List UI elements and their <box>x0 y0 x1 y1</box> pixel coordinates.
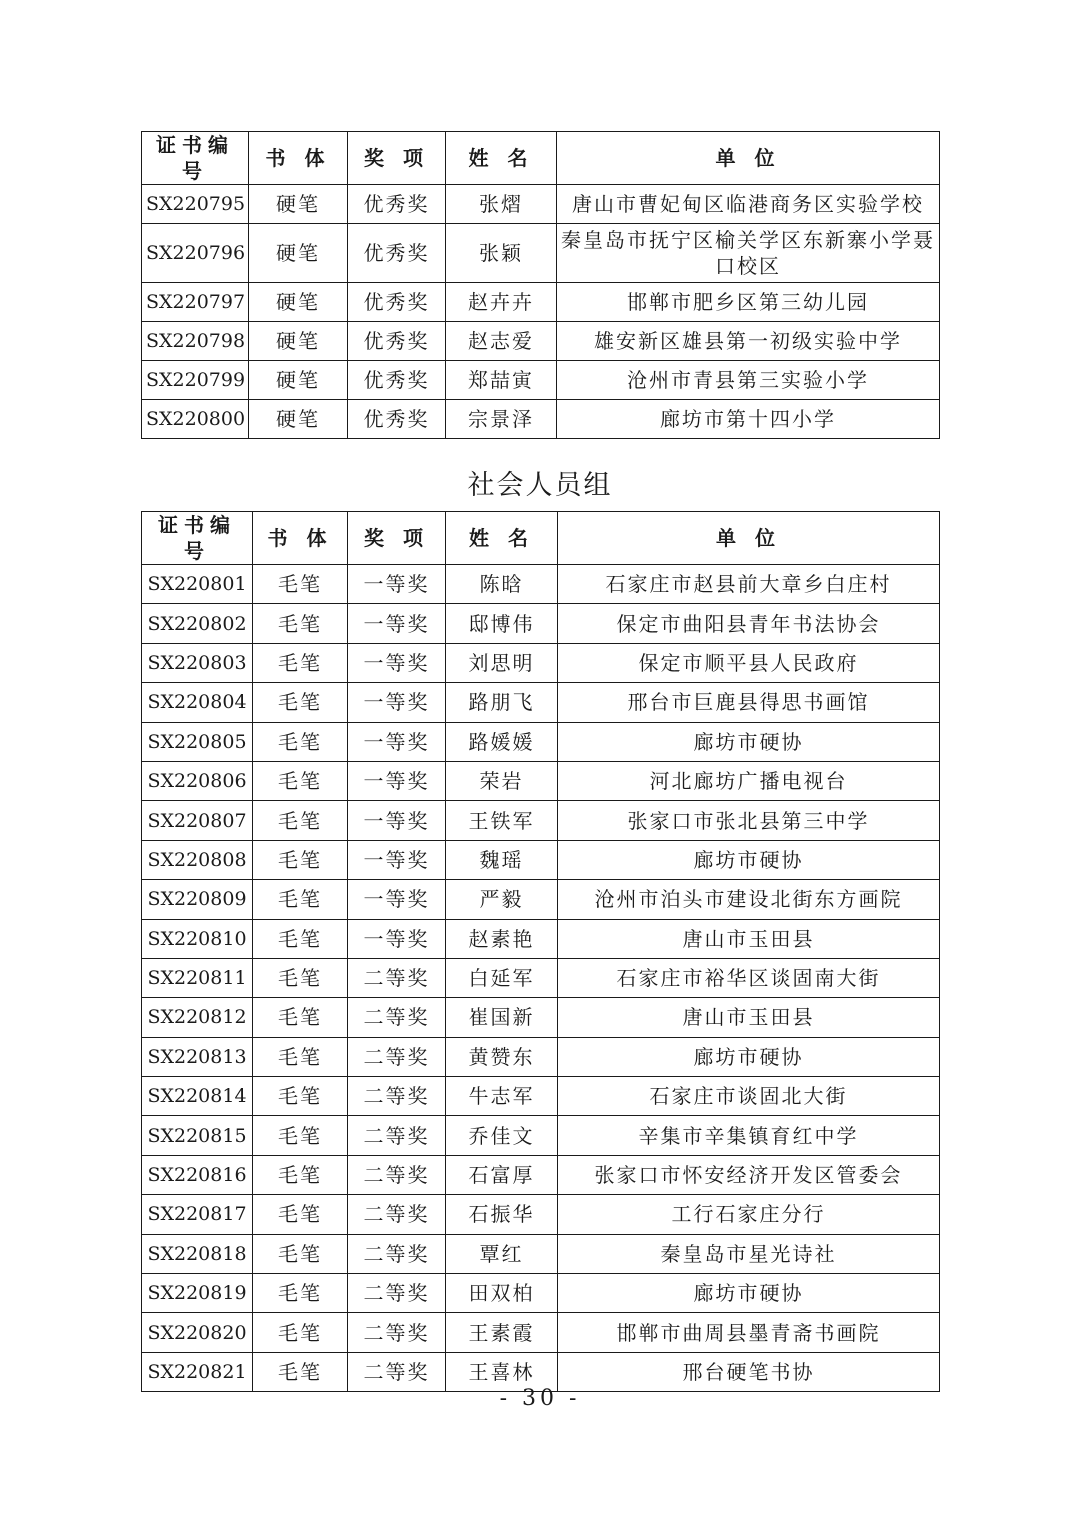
cell-script-type: 毛笔 <box>253 683 348 722</box>
cell-organization: 唐山市玉田县 <box>558 919 940 958</box>
cell-organization: 石家庄市裕华区谈固南大街 <box>558 958 940 997</box>
cell-script-type: 毛笔 <box>253 958 348 997</box>
table-row <box>142 722 940 761</box>
cell-award: 二等奖 <box>348 1234 446 1273</box>
cell-script-type: 毛笔 <box>253 1116 348 1155</box>
header-organization: 单 位 <box>558 512 940 565</box>
cell-script-type: 毛笔 <box>253 1155 348 1194</box>
table-row <box>142 185 940 224</box>
table-header-row <box>142 512 940 565</box>
cell-cert-number: SX220810 <box>142 919 253 958</box>
cell-award: 二等奖 <box>348 1274 446 1313</box>
table-row <box>142 998 940 1037</box>
cell-cert-number: SX220807 <box>142 801 253 840</box>
cell-script-type: 毛笔 <box>253 880 348 919</box>
page-number: - 30 - <box>499 1386 581 1411</box>
cell-name: 田双柏 <box>446 1274 558 1313</box>
cell-name: 严毅 <box>446 880 558 919</box>
cell-name: 宗景泽 <box>446 400 557 439</box>
table-row <box>142 400 940 439</box>
cell-script-type: 毛笔 <box>253 998 348 1037</box>
cell-name: 牛志军 <box>446 1077 558 1116</box>
cell-organization: 沧州市青县第三实验小学 <box>557 361 940 400</box>
cell-organization: 雄安新区雄县第一初级实验中学 <box>557 322 940 361</box>
cell-award: 一等奖 <box>348 722 446 761</box>
header-name: 姓 名 <box>446 512 558 565</box>
table-row <box>142 1234 940 1273</box>
cell-organization: 邯郸市曲周县墨青斋书画院 <box>558 1313 940 1352</box>
cell-award: 二等奖 <box>348 1077 446 1116</box>
cell-award: 二等奖 <box>348 998 446 1037</box>
cell-script-type: 毛笔 <box>253 1313 348 1352</box>
cell-script-type: 硬笔 <box>249 361 348 400</box>
cell-script-type: 毛笔 <box>253 722 348 761</box>
cell-organization: 廊坊市第十四小学 <box>557 400 940 439</box>
cell-script-type: 硬笔 <box>249 322 348 361</box>
table-row <box>142 840 940 879</box>
cell-organization: 廊坊市硬协 <box>558 1274 940 1313</box>
cell-cert-number: SX220821 <box>142 1352 253 1391</box>
cell-award: 一等奖 <box>348 683 446 722</box>
cell-name: 崔国新 <box>446 998 558 1037</box>
award-table-public <box>141 511 940 1392</box>
cell-script-type: 毛笔 <box>253 761 348 800</box>
cell-script-type: 硬笔 <box>249 400 348 439</box>
header-organization: 单 位 <box>557 132 940 185</box>
cell-award: 一等奖 <box>348 919 446 958</box>
cell-script-type: 毛笔 <box>253 604 348 643</box>
cell-cert-number: SX220811 <box>142 958 253 997</box>
table-row <box>142 919 940 958</box>
cell-cert-number: SX220809 <box>142 880 253 919</box>
cell-award: 二等奖 <box>348 1313 446 1352</box>
header-script-type: 书 体 <box>249 132 348 185</box>
cell-cert-number: SX220818 <box>142 1234 253 1273</box>
cell-name: 黄赞东 <box>446 1037 558 1076</box>
cell-organization: 辛集市辛集镇育红中学 <box>558 1116 940 1155</box>
table-row <box>142 801 940 840</box>
table-row <box>142 604 940 643</box>
table-row <box>142 1077 940 1116</box>
table-row <box>142 761 940 800</box>
cell-award: 一等奖 <box>348 801 446 840</box>
cell-name: 赵卉卉 <box>446 283 557 322</box>
cell-script-type: 硬笔 <box>249 283 348 322</box>
cell-award: 一等奖 <box>348 565 446 604</box>
table-row <box>142 1155 940 1194</box>
cell-name: 张颖 <box>446 224 557 283</box>
cell-cert-number: SX220801 <box>142 565 253 604</box>
cell-script-type: 毛笔 <box>253 801 348 840</box>
cell-name: 乔佳文 <box>446 1116 558 1155</box>
cell-award: 二等奖 <box>348 958 446 997</box>
cell-script-type: 毛笔 <box>253 1352 348 1391</box>
cell-organization: 唐山市曹妃甸区临港商务区实验学校 <box>557 185 940 224</box>
cell-cert-number: SX220806 <box>142 761 253 800</box>
cell-cert-number: SX220796 <box>142 224 249 283</box>
cell-name: 路媛媛 <box>446 722 558 761</box>
cell-cert-number: SX220817 <box>142 1195 253 1234</box>
cell-organization: 唐山市玉田县 <box>558 998 940 1037</box>
cell-cert-number: SX220804 <box>142 683 253 722</box>
table-row <box>142 283 940 322</box>
cell-script-type: 硬笔 <box>249 224 348 283</box>
cell-organization: 石家庄市赵县前大章乡白庄村 <box>558 565 940 604</box>
cell-organization: 石家庄市谈固北大街 <box>558 1077 940 1116</box>
cell-cert-number: SX220820 <box>142 1313 253 1352</box>
cell-name: 张熠 <box>446 185 557 224</box>
cell-organization: 保定市顺平县人民政府 <box>558 643 940 682</box>
cell-cert-number: SX220805 <box>142 722 253 761</box>
cell-cert-number: SX220795 <box>142 185 249 224</box>
cell-name: 王铁军 <box>446 801 558 840</box>
table-row <box>142 958 940 997</box>
cell-name: 刘思明 <box>446 643 558 682</box>
cell-award: 二等奖 <box>348 1352 446 1391</box>
cell-organization: 廊坊市硬协 <box>558 1037 940 1076</box>
cell-organization: 廊坊市硬协 <box>558 840 940 879</box>
cell-organization: 沧州市泊头市建设北街东方画院 <box>558 880 940 919</box>
table-row <box>142 224 940 283</box>
header-cert-number: 证书编号 <box>142 132 249 185</box>
cell-organization: 秦皇岛市抚宁区榆关学区东新寨小学聂口校区 <box>557 224 940 283</box>
cell-award: 一等奖 <box>348 604 446 643</box>
cell-organization: 河北廊坊广播电视台 <box>558 761 940 800</box>
cell-award: 优秀奖 <box>348 185 446 224</box>
table-row <box>142 1313 940 1352</box>
cell-award: 二等奖 <box>348 1195 446 1234</box>
cell-cert-number: SX220802 <box>142 604 253 643</box>
cell-cert-number: SX220819 <box>142 1274 253 1313</box>
table-row <box>142 361 940 400</box>
cell-cert-number: SX220803 <box>142 643 253 682</box>
cell-name: 魏瑶 <box>446 840 558 879</box>
header-name: 姓 名 <box>446 132 557 185</box>
cell-cert-number: SX220808 <box>142 840 253 879</box>
table-header-row <box>142 132 940 185</box>
cell-award: 二等奖 <box>348 1155 446 1194</box>
cell-script-type: 毛笔 <box>253 565 348 604</box>
cell-name: 路朋飞 <box>446 683 558 722</box>
cell-name: 赵素艳 <box>446 919 558 958</box>
cell-award: 一等奖 <box>348 840 446 879</box>
cell-script-type: 毛笔 <box>253 919 348 958</box>
cell-organization: 张家口市怀安经济开发区管委会 <box>558 1155 940 1194</box>
table-row <box>142 322 940 361</box>
cell-cert-number: SX220798 <box>142 322 249 361</box>
cell-cert-number: SX220797 <box>142 283 249 322</box>
cell-organization: 邯郸市肥乡区第三幼儿园 <box>557 283 940 322</box>
table-row <box>142 1274 940 1313</box>
cell-award: 二等奖 <box>348 1116 446 1155</box>
cell-award: 一等奖 <box>348 643 446 682</box>
cell-name: 王素霞 <box>446 1313 558 1352</box>
table-row <box>142 683 940 722</box>
cell-script-type: 毛笔 <box>253 840 348 879</box>
cell-script-type: 硬笔 <box>249 185 348 224</box>
cell-award: 优秀奖 <box>348 361 446 400</box>
award-table-students <box>141 131 940 439</box>
cell-name: 赵志爱 <box>446 322 557 361</box>
header-cert-number: 证书编号 <box>142 512 253 565</box>
table-row <box>142 880 940 919</box>
cell-award: 一等奖 <box>348 761 446 800</box>
table-row <box>142 1037 940 1076</box>
cell-organization: 廊坊市硬协 <box>558 722 940 761</box>
table-row <box>142 1116 940 1155</box>
cell-organization: 秦皇岛市星光诗社 <box>558 1234 940 1273</box>
header-award: 奖 项 <box>348 132 446 185</box>
cell-script-type: 毛笔 <box>253 1274 348 1313</box>
header-script-type: 书 体 <box>253 512 348 565</box>
header-award: 奖 项 <box>348 512 446 565</box>
cell-cert-number: SX220816 <box>142 1155 253 1194</box>
cell-organization: 邢台硬笔书协 <box>558 1352 940 1391</box>
cell-name: 荣岩 <box>446 761 558 800</box>
cell-cert-number: SX220815 <box>142 1116 253 1155</box>
cell-script-type: 毛笔 <box>253 1234 348 1273</box>
cell-award: 优秀奖 <box>348 322 446 361</box>
cell-organization: 张家口市张北县第三中学 <box>558 801 940 840</box>
cell-script-type: 毛笔 <box>253 1195 348 1234</box>
cell-name: 邸博伟 <box>446 604 558 643</box>
cell-cert-number: SX220799 <box>142 361 249 400</box>
cell-award: 一等奖 <box>348 880 446 919</box>
cell-name: 白延军 <box>446 958 558 997</box>
table-row <box>142 1195 940 1234</box>
section-title: 社会人员组 <box>467 470 613 501</box>
table-row <box>142 565 940 604</box>
cell-award: 优秀奖 <box>348 400 446 439</box>
table-row <box>142 643 940 682</box>
cell-cert-number: SX220812 <box>142 998 253 1037</box>
cell-cert-number: SX220814 <box>142 1077 253 1116</box>
cell-award: 二等奖 <box>348 1037 446 1076</box>
cell-cert-number: SX220800 <box>142 400 249 439</box>
cell-organization: 保定市曲阳县青年书法协会 <box>558 604 940 643</box>
cell-cert-number: SX220813 <box>142 1037 253 1076</box>
cell-name: 石富厚 <box>446 1155 558 1194</box>
cell-organization: 邢台市巨鹿县得思书画馆 <box>558 683 940 722</box>
cell-name: 陈晗 <box>446 565 558 604</box>
cell-award: 优秀奖 <box>348 283 446 322</box>
cell-script-type: 毛笔 <box>253 643 348 682</box>
cell-script-type: 毛笔 <box>253 1077 348 1116</box>
cell-organization: 工行石家庄分行 <box>558 1195 940 1234</box>
cell-award: 优秀奖 <box>348 224 446 283</box>
cell-script-type: 毛笔 <box>253 1037 348 1076</box>
cell-name: 郑喆寅 <box>446 361 557 400</box>
cell-name: 石振华 <box>446 1195 558 1234</box>
cell-name: 覃红 <box>446 1234 558 1273</box>
cell-name: 王喜林 <box>446 1352 558 1391</box>
